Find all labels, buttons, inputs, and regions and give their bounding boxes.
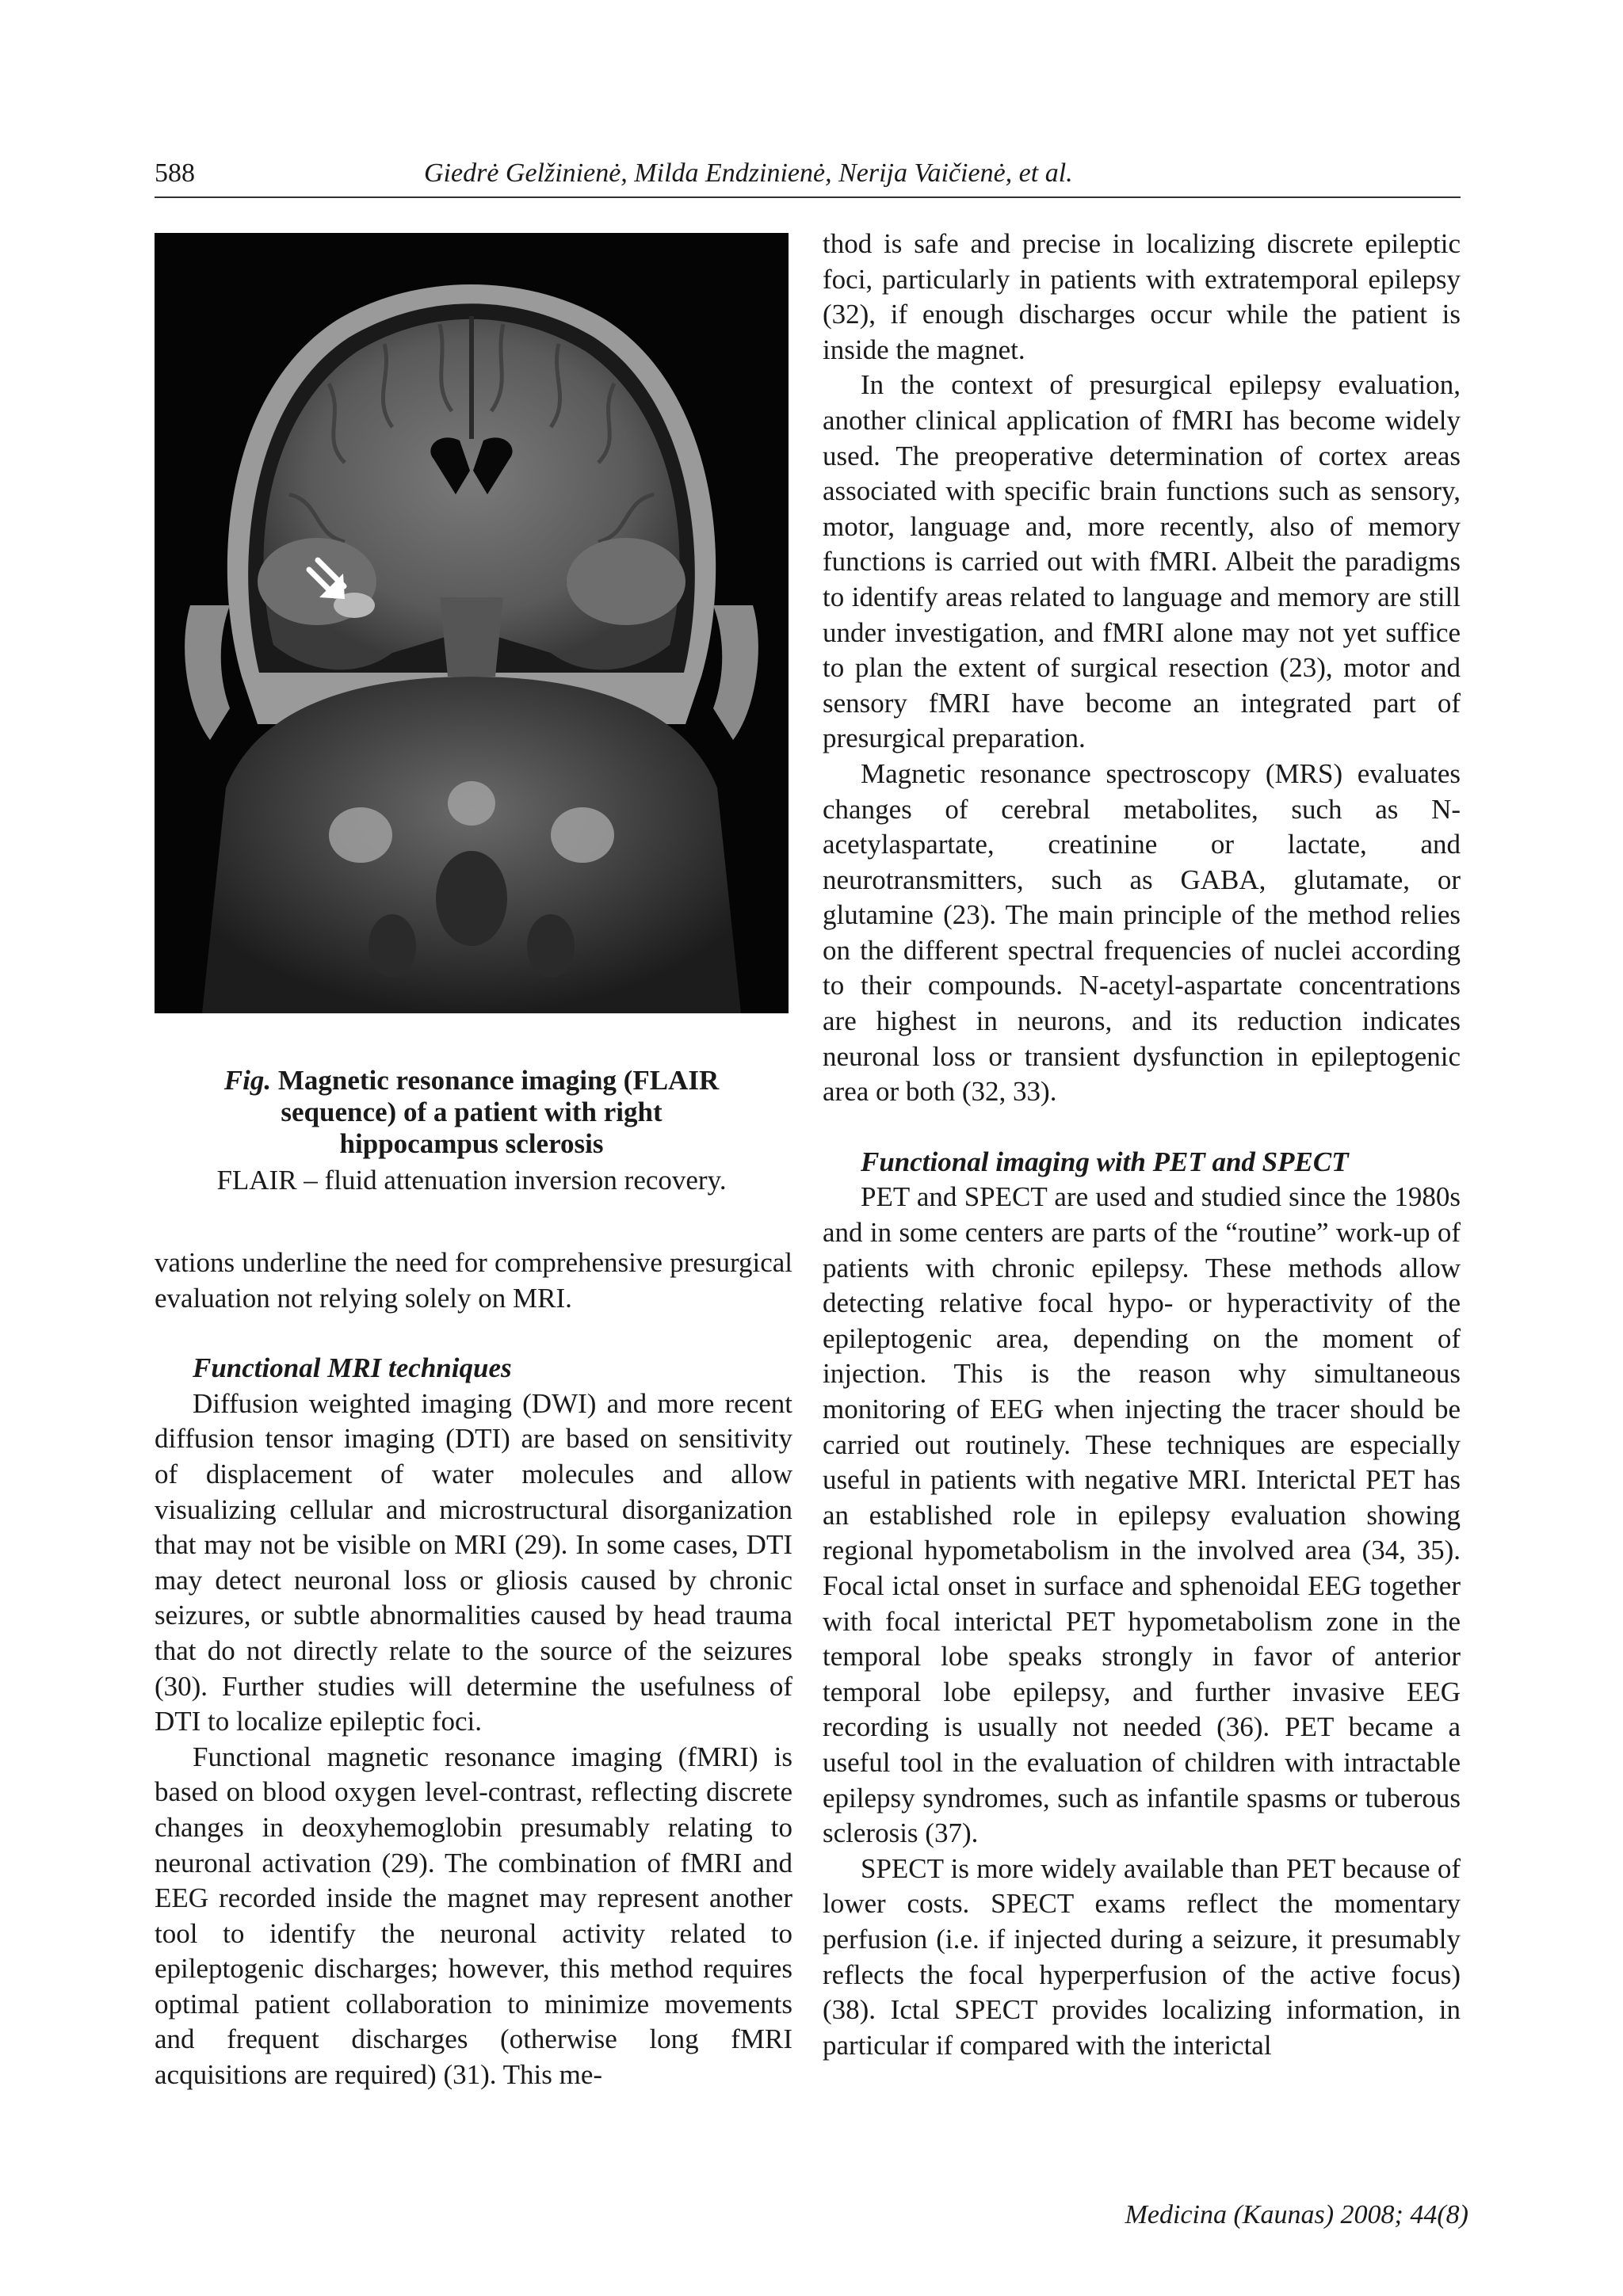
caption-abbreviation-note: FLAIR – fluid attenuation inversion recovery. xyxy=(216,1165,727,1196)
page-number: 588 xyxy=(155,158,195,188)
mri-coronal-flair-image xyxy=(155,233,789,1013)
paragraph-fmri: Functional magnetic resonance imaging (fMRI) is based on blood oxygen level-contrast, reflecting discrete changes in deoxyhemoglobin presumably relating to neuronal activation (29). The combination of fMRI and EEG recorded inside the magnet may represent another tool to identify the neuronal activity related to epileptogenic discharges; however, this method requires optimal patient collaboration to minimize movements and frequent discharges (otherwise long fMRI acquisitions are required) (31). This me- xyxy=(155,1741,792,2091)
paragraph-dwi-dti: Diffusion weighted imaging (DWI) and more recent diffusion tensor imaging (DTI) are based on sensitivity of displacement of water molecules and allow visualizing cellular and microstructural disorganization that may not be visible on MRI (29). In some cases, DTI may detect neuronal loss or gliosis caused by chronic seizures, or subtle abnormalities caused by head trauma that do not directly relate to the source of the seizures (30). Further studies will determine the usefulness of DTI to localize epileptic foci. xyxy=(155,1387,792,1737)
paragraph-pet-spect: PET and SPECT are used and studied since the 1980s and in some centers are parts of the “routine” work-up of patients with chronic epilepsy. These methods allow detecting relative focal hypo- or hyperactivity of the epileptogenic area, depending on the moment of injection. This is the reason why simultaneous monitoring of EEG when injecting the tracer should be carried out routinely. These techniques are especially useful in patients with negative MRI. Interictal PET has an established role in epilepsy evaluation showing regional hypometabolism in the involved area (34, 35). Focal ictal onset in surface and sphenoidal EEG together with focal interictal PET hypometabolism zone in the temporal lobe speaks strongly in favor of anterior temporal lobe epilepsy, and further invasive EEG recording is usually not needed (36). PET became a useful tool in the evaluation of children with intractable epilepsy syndromes, such as infantile spasms or tuberous sclerosis (37). xyxy=(823,1181,1461,1849)
mri-figure xyxy=(155,233,789,1013)
figure-caption xyxy=(155,1065,789,1196)
section-heading-fmri: Functional MRI techniques xyxy=(193,1352,512,1384)
paragraph-continued-right: thod is safe and precise in localizing discrete epileptic foci, particularly in patients with extratemporal epilepsy (32), if enough discharges occur while the patient is inside the magnet. xyxy=(823,228,1461,365)
paragraph-presurgical-fmri: In the context of presurgical epilepsy evaluation, another clinical application of fMRI has become widely used. The preoperative determination of cortex areas associated with specific brain functions such as sensory, motor, language and, more recently, also of memory functions is carried out with fMRI. Albeit the paradigms to identify areas related to language and memory are still under investigation, and fMRI alone may not yet suffice to plan the extent of surgical resection (23), motor and sensory fMRI have become an integrated part of presurgical preparation. xyxy=(823,369,1461,754)
right-column xyxy=(823,227,1461,2063)
paragraph-spect: SPECT is more widely available than PET because of lower costs. SPECT exams reflect the momentary perfusion (i.e. if injected during a seizure, it presumably reflects the focal hyperperfusion of the active focus) (38). Ictal SPECT provides localizing information, in particular if compared with the interictal xyxy=(823,1852,1461,2061)
header-rule xyxy=(155,196,1461,198)
running-head-authors: Giedrė Gelžinienė, Milda Endzinienė, Nerija Vaičienė, et al. xyxy=(424,158,1073,188)
paragraph-continued: vations underline the need for comprehensive presurgical evaluation not relying solely on MRI. xyxy=(155,1247,792,1314)
caption-title-text: Magnetic resonance imaging (FLAIR sequence) of a patient with right hippocampus sclerosis xyxy=(277,1065,720,1159)
caption-lead: Fig. xyxy=(223,1065,272,1096)
paragraph-mrs: Magnetic resonance spectroscopy (MRS) evaluates changes of cerebral metabolites, such as N-acetylaspartate, creatinine or lactate, and neurotransmitters, such as GABA, glutamate, or glutamine (23). The main principle of the method relies on the different spectral frequencies of nuclei according to their compounds. N-acetyl-aspartate concentrations are highest in neurons, and its reduction indicates neuronal loss or transient dysfunction in epileptogenic area or both (32, 33). xyxy=(823,757,1461,1108)
spacer xyxy=(823,1110,1461,1145)
spacer xyxy=(155,1316,792,1351)
section-heading-pet-spect: Functional imaging with PET and SPECT xyxy=(861,1146,1349,1177)
left-column xyxy=(155,1245,792,2093)
caption-title xyxy=(202,1065,741,1160)
page-footer-journal: Medicina (Kaunas) 2008; 44(8) xyxy=(1125,2200,1468,2229)
